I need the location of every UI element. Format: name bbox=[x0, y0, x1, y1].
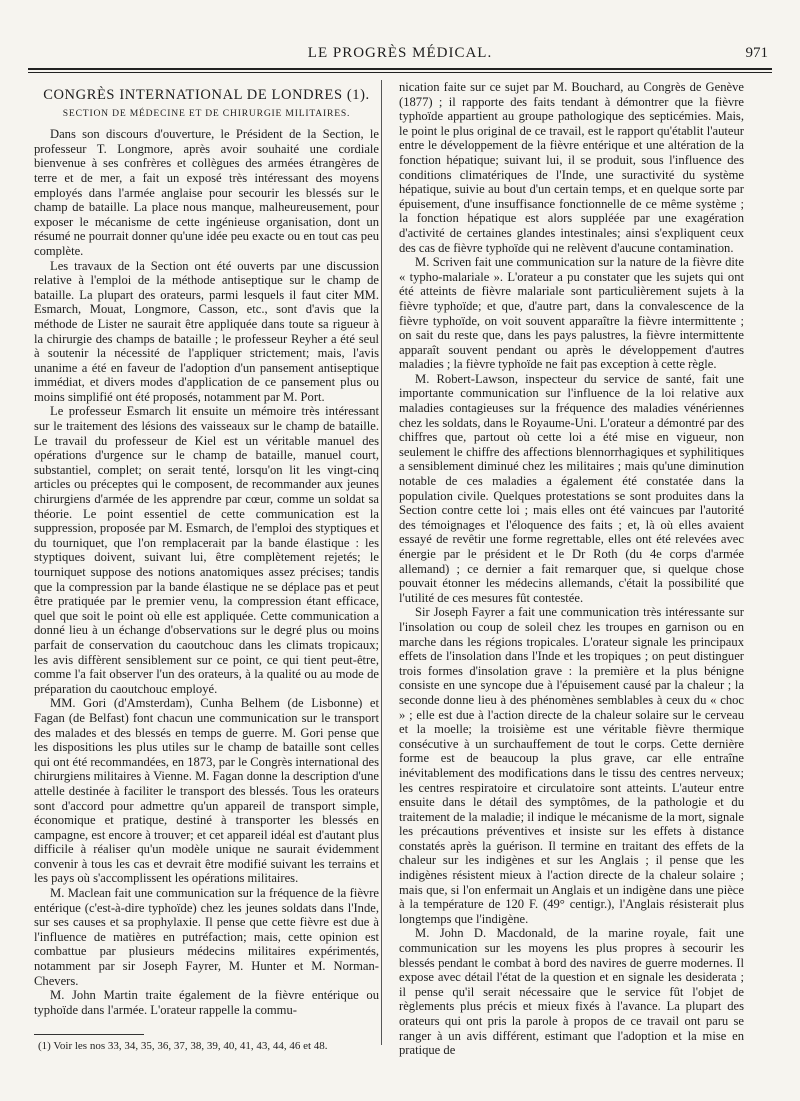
paragraph: M. Robert-Lawson, inspecteur du service de santé, fait une importante communication sur l'influence de la loi relative aux maladies contagieuses sur la fréquence des maladies vénériennes chez les soldats, dans le Royaume-Uni. L'orateur a démontré par des chiffres que, partout où cette loi a été mise en vigueur, non seulement le chiffre des affections blennorrhagiques et syphilitiques a sensiblement diminué chez les militaires ; mais qu'une diminution notable de ces maladies a également été constatée dans la population civile. Quelques protestations se sont produites dans la Section contre cette loi ; mais elles ont été vaincues par l'autorité des témoignages et l'éloquence des faits ; et, là où elles avaient essayé de revêtir une forme regrettable, elles ont été relevées avec énergie par le président et le Dr Roth (du 4e corps d'armée allemand) ; ce dernier a fait remarquer que, si quelque chose pouvait étonner les médecins allemands, c'était la possibilité que l'utilité de ces mesures fût contestée. bbox=[399, 371, 744, 605]
article-title: CONGRÈS INTERNATIONAL DE LONDRES (1). bbox=[43, 87, 370, 103]
paragraph: Sir Joseph Fayrer a fait une communication très intéressante sur l'insolation ou coup de soleil chez les troupes en garnison ou en marche dans les régions tropicales. L'orateur signale les principaux effets de l'insolation dans l'Inde et les tropiques ; on peut distinguer trois formes d'insolation grave : la première et la plus bénigne consiste en une syncope due à l'épuisement causé par la chaleur ; la seconde donne lieu à des phénomènes semblables à ceux du « choc » ; elle est due à l'action directe de la chaleur solaire sur le cerveau et la moelle; la troisième est une véritable fièvre thermique consécutive à un surchauffement de tout le corps. Cette dernière forme est de beaucoup la plus grave, car elle entraîne inévitablement des modifications dans le tissu des centres nerveux; les centres respiratoire et circulatoire sont atteints. L'auteur entre ensuite dans le détail des symptômes, de la pathologie et du traitement de la maladie; il indique le mécanisme de la mort, signale les précautions préventives et insiste sur les effets à distance constatés après la guérison. Il termine en traitant des effets de la chaleur sur les indigènes et sur les Anglais ; il pense que les indigènes résistent mieux à l'action directe de la chaleur solaire ; mais que, si l'on enfermait un Anglais et un indigène dans une pièce à la température de 120 F. (49° centigr.), l'Anglais résisterait plus longtemps que l'indigène. bbox=[399, 605, 744, 926]
header-rule bbox=[28, 68, 772, 70]
page-header bbox=[28, 40, 772, 68]
right-column bbox=[399, 80, 744, 1070]
column-divider bbox=[381, 80, 382, 1045]
paragraph: Dans son discours d'ouverture, le Président de la Section, le professeur T. Longmore, après avoir souhaité une cordiale bienvenue à ses confrères et collègues des armées étrangères de terre et de mer, a fait un exposé très intéressant des moyens employés dans l'armée anglaise pour secourir les blessés sur le champ de bataille. La place nous manque, malheureusement, pour exposer le mécanisme de cette ingénieuse organisation, dont un résumé ne pourrait donner qu'une idée peu exacte ou en tout cas peu complète. bbox=[34, 127, 379, 258]
paragraph: MM. Gori (d'Amsterdam), Cunha Belhem (de Lisbonne) et Fagan (de Belfast) font chacun une communication sur le transport des malades et des blessés en temps de guerre. M. Gori pense que les dispositions les plus utiles sur le champ de bataille sont celles qui ont été recommandées, en 1873, par le Congrès international des chirurgiens militaires à Vienne. M. Fagan donne la description d'une attelle destinée à faciliter le transport des blessés. Tous les orateurs sont d'accord pour admettre qu'un appareil de transport simple, économique et pratique, destiné à transporter les blessés en campagne, est encore à trouver; et cet appareil idéal est d'autant plus difficile à réaliser qu'un modèle unique ne saurait évidemment convenir à tous les cas et devrait être modifié suivant les terrains et les pays où s'accomplissent les opérations militaires. bbox=[34, 696, 379, 886]
paragraph: M. Scriven fait une communication sur la nature de la fièvre dite « typho-malariale ». L'orateur a pu constater que les sujets qui ont été atteints de fièvre malariale sont particulièrement sujets à la fièvre typhoïde; et que, d'autre part, dans la convalescence de la fièvre typhoïde, on voit souvent apparaître la fièvre intermittente ; on sait du reste que, dans les pays palustres, la fièvre intermittente apparaît souvent pendant ou après le développement d'autres maladies ; la fièvre typhoïde ne fait pas exception à cette règle. bbox=[399, 255, 744, 372]
footnote-rule bbox=[34, 1034, 144, 1035]
paragraph: M. Maclean fait une communication sur la fréquence de la fièvre entérique (c'est-à-dire typhoïde) chez les jeunes soldats dans l'Inde, sur ses causes et sa prophylaxie. Il pense que cette fièvre est due à l'influence de matières en putréfaction; mais, cette opinion est combattue par plusieurs médecins militaires expérimentés, notamment par sir Joseph Fayrer, M. Hunter et M. Norman-Chevers. bbox=[34, 886, 379, 988]
left-column bbox=[34, 80, 379, 1050]
running-head: LE PROGRÈS MÉDICAL. bbox=[307, 45, 493, 61]
header-rule-thin bbox=[28, 72, 772, 73]
paragraph: M. John Martin traite également de la fièvre entérique ou typhoïde dans l'armée. L'orateur rappelle la commu- bbox=[34, 988, 379, 1017]
paragraph: Le professeur Esmarch lit ensuite un mémoire très intéressant sur le traitement des lésions des vaisseaux sur le champ de bataille. Le travail du professeur de Kiel est un véritable manuel des opérations d'urgence sur le champ de bataille, manuel court, substantiel, complet; on serait tenté, lorsqu'on lit les vingt-cinq articles ou préceptes qui le composent, de recommander aux jeunes chirurgiens d'armée de les apprendre par cœur, comme un soldat sa théorie. Le point essentiel de cette communication est la suppression, proposée par M. Esmarch, de l'emploi des styptiques et du tourniquet, que l'on remplacerait par la bande élastique : les styptiques doivent, suivant lui, être complètement rejetés; le tourniquet suppose des notions anatomiques assez précises; tandis que la compression par la bande élastique ne se déplace pas et peut être pratiquée par le premier venu, la compression étant efficace, quel que soit le point où elle est appliquée. Cette communication a donné lieu à un échange d'observations sur le degré plus ou moins parfait de conservation du caoutchouc dans les climats tropicaux; les avis diffèrent sensiblement sur ce point, ce qui tient peut-être, comme l'a fait observer l'un des orateurs, à la qualité ou au mode de préparation du caoutchouc employé. bbox=[34, 404, 379, 696]
paragraph: nication faite sur ce sujet par M. Bouchard, au Congrès de Genève (1877) ; il rapporte des faits tendant à démontrer que la fièvre typhoïde appartient au groupe pathologique des septicémies. Mais, le point le plus original de ce travail, est le rapport qu'établit l'auteur entre le développement de la fièvre entérique et une altération de la fonction hépatique; suivant lui, il se produit, sous l'influence des conditions climatériques de l'Inde, une suractivité du système hépatique, suivie au bout d'un certain temps, et en quelque sorte par épuisement, d'une insuffisance fonctionnelle de ce même système ; la fonction hépatique est alors suppléée par une exagération d'activité de certaines glandes intestinales; ainsi s'expliquent ceux des cas de fièvre typhoïde qui ne relèvent d'aucune contamination. bbox=[399, 80, 744, 255]
paragraph: M. John D. Macdonald, de la marine royale, fait une communication sur les moyens les plus propres à secourir les blessés pendant le combat à bord des navires de guerre modernes. Il expose avec détail l'état de la question et en signale les desiderata ; il pense qu'il serait nécessaire que le service fût l'objet de règlements plus précis et mieux fixés à l'avance. La plupart des orateurs qui ont pris la parole à propos de ce travail ont paru se ranger à un avis différent, estimant que l'adoption et la mise en pratique de bbox=[399, 926, 744, 1058]
article-subtitle: SECTION DE MÉDECINE ET DE CHIRURGIE MILITAIRES. bbox=[62, 107, 351, 119]
page-number: 971 bbox=[745, 45, 768, 61]
footnote: (1) Voir les nos 33, 34, 35, 36, 37, 38, 39, 40, 41, 43, 44, 46 et 48. bbox=[38, 1040, 328, 1052]
paragraph: Les travaux de la Section ont été ouverts par une discussion relative à l'emploi de la méthode antiseptique sur le champ de bataille. La plupart des orateurs, parmi lesquels il faut citer MM. Esmarch, Mouat, Longmore, Casson, etc., sont d'avis que la méthode de Lister ne saurait être appliquée dans toute sa rigueur à la chirurgie des champs de bataille ; le professeur Reyher a été seul à soutenir la nécessité de l'appliquer strictement; mais, l'avis unanime a été en faveur de l'adoption d'un pansement antiseptique immédiat, et divers modes d'application de ce pansement plus ou moins simplifié ont été proposés, notamment par M. Port. bbox=[34, 258, 379, 404]
